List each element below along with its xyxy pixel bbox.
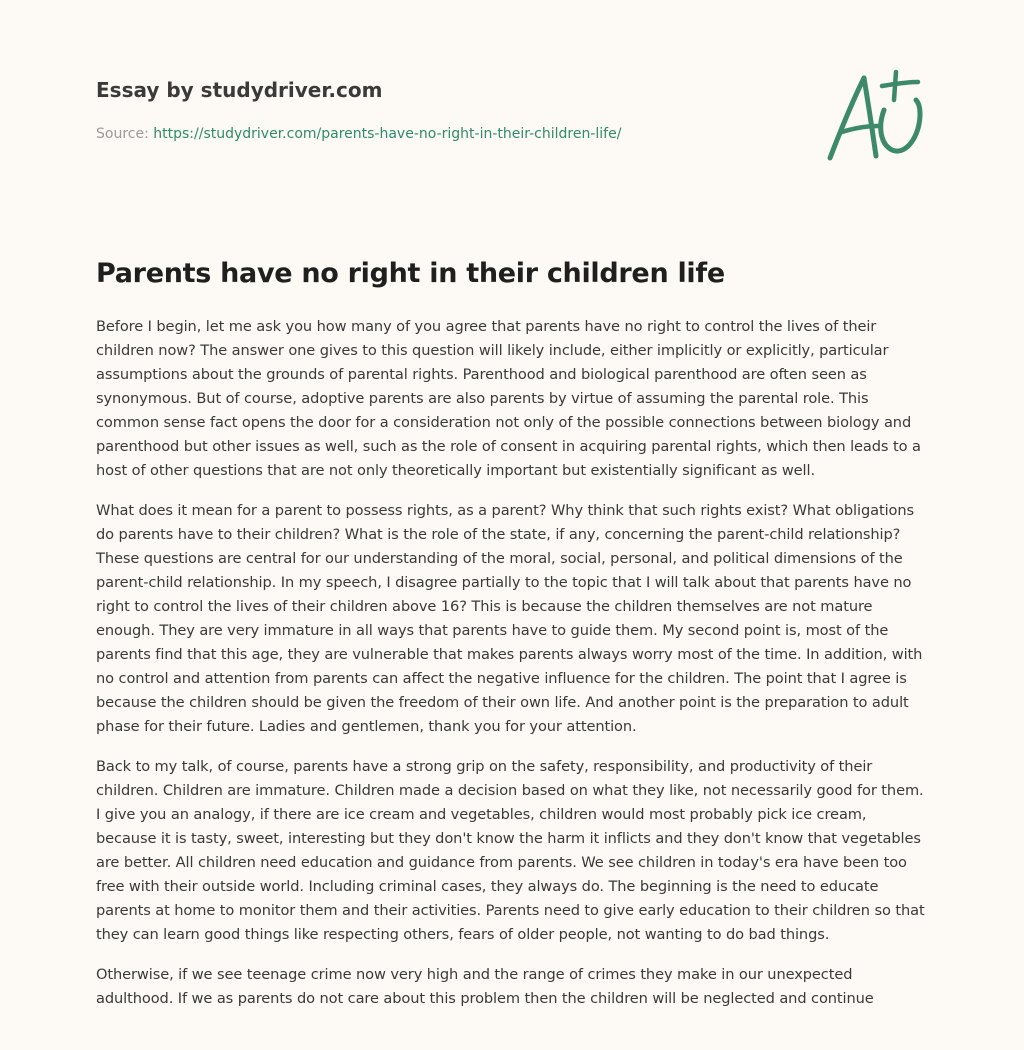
article-title: Parents have no right in their children life — [96, 258, 725, 289]
article-body — [96, 315, 928, 1027]
source-label: Source: — [96, 126, 154, 142]
source-line — [96, 124, 796, 144]
paragraph: Back to my talk, of course, parents have a strong grip on the safety, responsibility, and productivity of their children. Children are immature. Children made a decision based on what they like, not necessarily good for them. I give you an analogy, if there are ice cream and vegetables, children would most probably pick ice cream, because it is tasty, sweet, interesting but they don't know the harm it inflicts and they don't know that vegetables are better. All children need education and guidance from parents. We see children in today's era have been too free with their outside world. Including criminal cases, they always do. The beginning is the need to educate parents at home to monitor them and their activities. Parents need to give early education to their children so that they can learn good things like respecting others, fears of older people, not wanting to do bad things. — [96, 758, 925, 943]
site-title: Essay by studydriver.com — [96, 78, 383, 102]
paragraph: What does it mean for a parent to possess rights, as a parent? Why think that such rights exist? What obligations do parents have to their children? What is the role of the state, if any, concerning the parent-child relationship? These questions are central for our understanding of the moral, social, personal, and political dimensions of the parent-child relationship. In my speech, I disagree partially to the topic that I will talk about that parents have no right to control the lives of their children above 16? This is because the children themselves are not mature enough. They are very immature in all ways that parents have to guide them. My second point is, most of the parents find that this age, they are vulnerable that makes parents always worry most of the time. In addition, with no control and attention from parents can affect the negative influence for the children. The point that I agree is because the children should be given the freedom of their own life. And another point is the preparation to adult phase for their future. Ladies and gentlemen, thank you for your attention. — [96, 502, 923, 735]
paragraph: Before I begin, let me ask you how many of you agree that parents have no right to control the lives of their children now? The answer one gives to this question will likely include, either implicitly or explicitly, particular assumptions about the grounds of parental rights. Parenthood and biological parenthood are often seen as synonymous. But of course, adoptive parents are also parents by virtue of assuming the parental role. This common sense fact opens the door for a consideration not only of the possible connections between biology and parenthood but other issues as well, such as the role of consent in acquiring parental rights, which then leads to a host of other questions that are not only theoretically important but existentially significant as well. — [96, 318, 921, 479]
a-plus-logo-icon — [822, 66, 930, 166]
source-link[interactable]: https://studydriver.com/parents-have-no-right-in-their-children-life/ — [153, 126, 622, 142]
page-header — [96, 76, 796, 144]
paragraph: Otherwise, if we see teenage crime now very high and the range of crimes they make in our unexpected adulthood. If we as parents do not care about this problem then the children will be neglected and continue — [96, 966, 874, 1007]
